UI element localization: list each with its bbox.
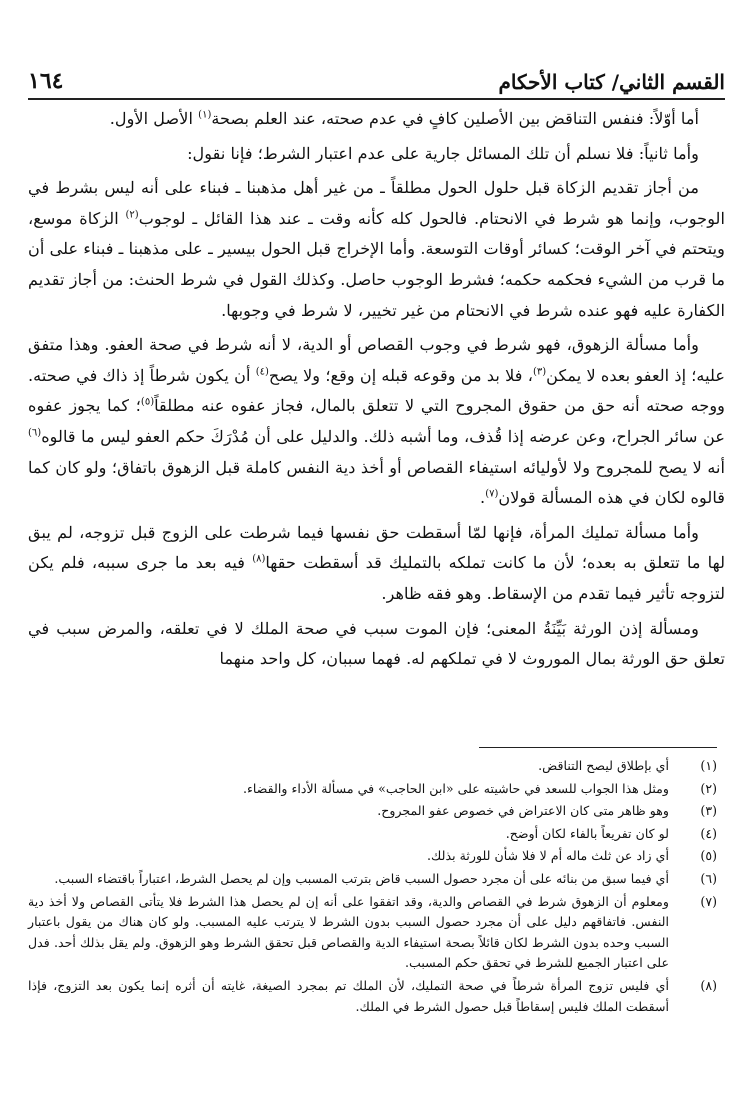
paragraph: أما أوّلاً: فنفس التناقض بين الأصلين كافٍ في عدم صحته، عند العلم بصحة$^{(١)}$ الأصل الأول. — [109, 109, 699, 128]
footnote-ref[interactable]: (٥) — [140, 396, 155, 408]
footnote-text: ومثل هذا الجواب للسعد في حاشيته على «ابن الحاجب» في مسألة الأداء والقضاء. — [243, 780, 669, 796]
footnote-ref[interactable]: (١) — [198, 109, 212, 121]
footnote — [28, 869, 717, 890]
footnote-ref[interactable]: (٧) — [485, 488, 499, 500]
footnote-number: (٤) — [700, 825, 717, 841]
paragraph: من أجاز تقديم الزكاة قبل حلول الحول مطلقاً ـ من غير أهل مذهبنا ـ فبناء على أنه ليس بشرط في الوجوب، وإنما هو شرط في الانحتام. فالحول كله كأنه وقت ـ عند هذا القائل ـ لوجوب$^{(٢)}$ الزكاة موسع، ويتحتم في آخر الوقت؛ كسائر أوقات التوسعة. وأما الإخراج قبل الحول بيسير ـ على مذهبنا ـ فبناء على أن ما قرب من الشيء فحكمه حكمه؛ فشرط الوجوب حاصل. وكذلك القول في شرط الحنث: من أجاز تقديم الكفارة عليه فهو عنده شرط في الانحتام من غير تخيير، لا شرط في وجوبها. — [28, 178, 725, 320]
footnote-number: (٣) — [700, 803, 717, 819]
footnote-text: لو كان تفريعاً بالفاء لكان أوضح. — [505, 825, 669, 841]
footnote — [28, 892, 717, 974]
footnote — [28, 824, 717, 845]
paragraph: وأما مسألة تمليك المرأة، فإنها لمّا أسقطت حق نفسها فيما شرطت على الزوج قبل تزوجه، لم يبق لها ما تتعلق به بعده؛ لأن ما كانت تملكه بالتمليك قد أسقطت حقها$^{(٨)}$ فيه بعد ما جرى سببه، فلم يكن لتزوجه تأثير فيما تقدم من الإسقاط. وهو فقه ظاهر. — [28, 522, 726, 603]
footnote-text: أي فليس تزوج المرأة شرطاً في صحة التمليك، لأن الملك تم بمجرد الصيغة، غايته أن أثره إنما يكون بعد التزوج، فإذا أسقطت الملك فليس إسقاطاً قبل حصول الشرط في الملك. — [28, 977, 669, 1014]
footnote-number: (١) — [700, 758, 717, 773]
paragraph: وأما مسألة الزهوق، فهو شرط في وجوب القصاص أو الدية، لا أنه شرط في صحة العفو. وهذا متفق عليه؛ إذ العفو بعده لا يمكن$^{(٣)}$، فلا بد من وقوعه قبله إن وقع؛ ولا يصح$^{(٤)}$ أن يكون شرطاً إذ ذاك في صحته. ووجه صحته أنه حق من حقوق المجروح التي لا تتعلق بالمال، فجاز عفوه عنه مطلقاً$^{(٥)}$؛ كما يجوز عفوه عن سائر الجراح، وعن عرضه إذا قُذف، وما أشبه ذلك. والدليل على أن مُدْرَكَ حكم العفو ليس ما قالوه$^{(٦)}$ أنه لا يصح للمجروح ولا لأوليائه استيفاء القصاص أو أخذ دية النفس كاملة قبل الزهوق باتفاق؛ ولو كان كما قالوه لكان في هذه المسألة قولان$^{(٧)}$. — [28, 335, 726, 508]
footnote-ref[interactable]: (٣) — [532, 366, 547, 378]
footnote-text: ومعلوم أن الزهوق شرط في القصاص والدية، وقد اتفقوا على أنه إن لم يحصل هذا الشرط فلا يتأتى القصاص ولا أخذ دية النفس. فاتفاقهم دليل على أن مجرد حصول السبب بدون الشرط لا يترتب عليه المسبب. ولو كان هناك من يقول باعتبار السبب وحده بدون الشرط لكان قائلاً بصحة استيفاء الدية والقصاص قبل تحقق الشرط وهو الزهوق. ولم يقل بذلك أحد. فدل على اعتبار الجميع للشرط في تحقق حكم المسبب. — [28, 893, 669, 971]
footnote-number: (٧) — [700, 893, 717, 909]
footnote-separator — [479, 747, 717, 748]
page-number: ١٦٤ — [28, 68, 64, 94]
footnote — [28, 756, 717, 777]
footnote — [28, 976, 717, 1017]
paragraph: وأما ثانياً: فلا نسلم أن تلك المسائل جارية على عدم اعتبار الشرط؛ فإنا نقول: — [187, 143, 699, 163]
main-text — [28, 104, 725, 679]
footnote-text: أي بإطلاق ليصح التناقض. — [538, 758, 669, 773]
footnote-text: وهو ظاهر متى كان الاعتراض في خصوص عفو المجروح. — [377, 803, 669, 819]
footnote — [28, 779, 717, 800]
footnote-number: (٦) — [700, 870, 717, 886]
footnote — [28, 801, 717, 822]
footnote-text: أي زاد عن ثلث ماله أم لا فلا شأن للورثة بذلك. — [427, 848, 669, 864]
footnote — [28, 846, 717, 867]
footnote-number: (٥) — [700, 848, 717, 864]
running-title: القسم الثاني/ كتاب الأحكام — [498, 70, 725, 94]
footnote-ref[interactable]: (٢) — [125, 209, 139, 221]
footnote-text: أي فيما سبق من بنائه على أن مجرد حصول السبب قاض بترتب المسبب وإن لم يحصل الشرط، اعتباراً باقتضاء السبب. — [54, 870, 669, 886]
paragraph: ومسألة إذن الورثة بَيِّنَةُ المعنى؛ فإن الموت سبب في صحة الملك لا في تعلقه، والمرض سبب في تعلق حق الورثة بمال الموروث لا في تملكهم له. فهما سببان، كل واحد منهما — [28, 618, 725, 669]
footnote-number: (٨) — [700, 977, 717, 993]
footnote-ref[interactable]: (٤) — [255, 366, 269, 378]
footnote-number: (٢) — [700, 780, 717, 796]
footnote-ref[interactable]: (٦) — [28, 427, 42, 439]
page-header — [28, 58, 725, 100]
footnote-ref[interactable]: (٨) — [252, 553, 266, 565]
footnotes — [28, 756, 717, 1019]
